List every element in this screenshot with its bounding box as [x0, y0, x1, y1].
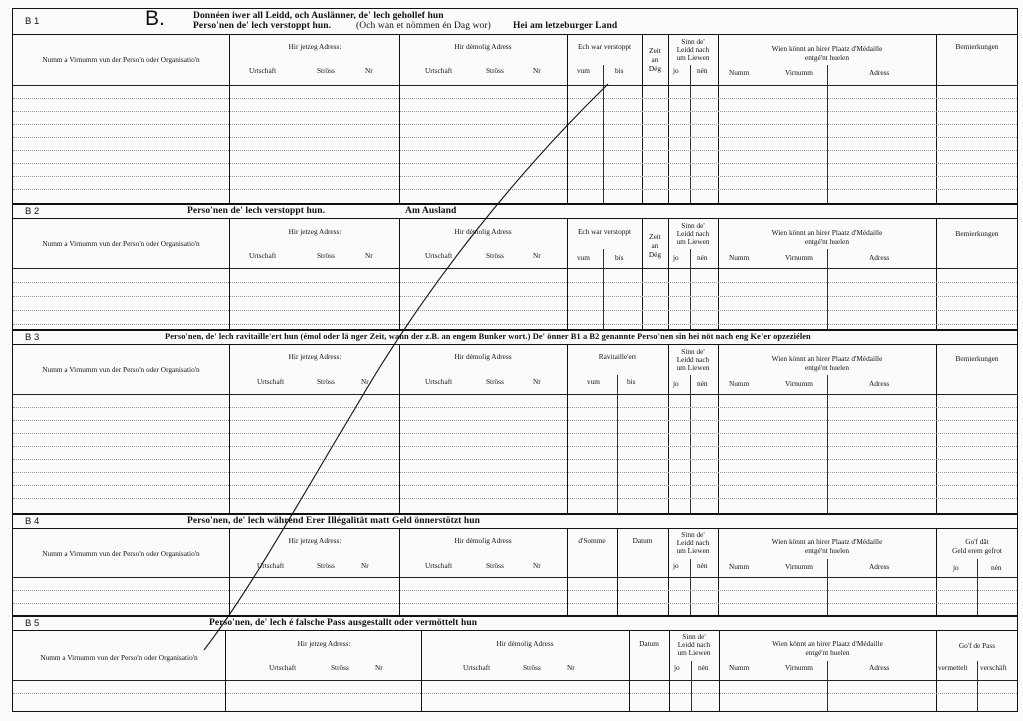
section-b1-title-note: (Och wan et nömmen én Dag wor) [356, 21, 491, 31]
b2-col-yes: jo [673, 253, 679, 262]
b1-col-mname: Numm [729, 68, 750, 77]
b2-col-from: vum [577, 253, 590, 262]
b2-col-name: Numm a Virnumm vun der Perso'n oder Organisatio'n [42, 239, 200, 248]
b1-col-mfirst: Virnumm [785, 68, 813, 77]
b1-col-alive-2: Leidd nach [676, 45, 710, 54]
b1-sub-nr: Nr [365, 66, 373, 75]
b5-sub-nr: Nr [375, 663, 383, 672]
b5-col-name: Numm a Virnumm vun der Perso'n oder Organisatio'n [40, 653, 198, 662]
b4-col-alive-2: Leidd nach [676, 538, 710, 547]
b5-sub-street: Ströss [331, 663, 349, 672]
b3-col-mname: Numm [729, 379, 750, 388]
section-b5-title: Perso'nen, de' lech é falsche Pass ausgestallt oder vermöttelt hun [209, 618, 478, 628]
b2-col-mname: Numm [729, 253, 750, 262]
b1-col-former: Hir démolig Adress [454, 42, 512, 51]
b3-sub-town: Urtschaft [257, 377, 285, 386]
b1-col-current: Hir jetzeg Adress: [288, 42, 342, 51]
b2-col-hidden: Ech war verstoppt [577, 227, 632, 236]
b1-col-time-3: Dég [648, 64, 662, 73]
b3-col-from: vum [587, 377, 600, 386]
b4-col-mfirst: Virnumm [785, 562, 813, 571]
b4-col-money-2: Geld erem gefrot [952, 546, 1002, 555]
b1-sub-town-2: Urtschaft [425, 66, 453, 75]
b1-sub-street: Ströss [317, 66, 335, 75]
b3-sub-nr-2: Nr [533, 377, 541, 386]
b5-sub-town: Urtschaft [269, 663, 297, 672]
b5-col-date: Datum [639, 639, 659, 648]
b4-col-yes: jo [673, 561, 679, 570]
b2-col-to: bis [615, 253, 624, 262]
b2-col-time-1: Zeit [649, 232, 661, 241]
b2-sub-street-2: Ströss [486, 251, 504, 260]
b5-sub-nr-2: Nr [567, 663, 575, 672]
b1-col-medal-1: Wien könnt an hirer Plaatz d'Médaille [771, 44, 883, 53]
b2-sub-town-2: Urtschaft [425, 251, 453, 260]
b5-col-pass: Go'f de Pass [958, 641, 996, 650]
b5-col-alive-1: Sinn de' [682, 632, 706, 641]
b4-col-no: nén [697, 561, 708, 570]
b3-col-remarks: Bemierkungen [955, 354, 999, 363]
b1-col-alive-1: Sinn de' [681, 37, 705, 46]
b4-col-date: Datum [632, 536, 653, 545]
b3-col-to: bis [627, 377, 636, 386]
b4-sub-street: Ströss [317, 561, 335, 570]
b5-col-issued: vermettelt [938, 663, 968, 672]
b2-col-remarks: Bemierkungen [955, 229, 999, 238]
b3-col-alive-2: Leidd nach [676, 355, 710, 364]
b1-col-no: nén [697, 66, 708, 75]
b2-col-no: nén [697, 253, 708, 262]
b1-col-time-2: an [651, 55, 659, 64]
b2-col-medal-1: Wien könnt an hirer Plaatz d'Médaille [771, 228, 883, 237]
b1-col-to: bis [615, 66, 624, 75]
b2-col-maddr: Adress [869, 253, 890, 262]
section-b1-id: B 1 [25, 16, 40, 27]
b4-col-alive-3: um Liewen [676, 546, 710, 555]
b2-col-alive-3: um Liewen [676, 237, 710, 246]
b3-sub-town-2: Urtschaft [425, 377, 453, 386]
b2-sub-nr-2: Nr [533, 251, 541, 260]
b2-sub-nr: Nr [365, 251, 373, 260]
b4-sub-nr: Nr [361, 561, 369, 570]
section-b4-title: Perso'nen, de' lech während Erer Illégalität matt Geld önnerstötzt hun [187, 516, 481, 526]
form-mark: B. [145, 7, 165, 30]
b3-sub-nr: Nr [361, 377, 369, 386]
b4-col-yes-2: jo [953, 563, 959, 572]
b5-col-former: Hir démolig Adress [496, 639, 554, 648]
b2-col-mfirst: Virnumm [785, 253, 813, 262]
b1-sub-street-2: Ströss [486, 66, 504, 75]
b2-sub-town: Urtschaft [249, 251, 277, 260]
b5-sub-street-2: Ströss [523, 663, 541, 672]
b5-col-maddr: Adress [869, 663, 890, 672]
b1-sub-town: Urtschaft [249, 66, 277, 75]
b3-col-former: Hir démolig Adress [454, 352, 512, 361]
b2-col-former: Hir démolig Adress [454, 227, 512, 236]
b5-col-medal-1: Wien könnt an hirer Plaatz d'Médaille [772, 639, 883, 648]
b3-col-supplied: Ravitaille'ert [598, 352, 637, 361]
b1-col-name: Numm a Virnumm vun der Perso'n oder Organisatio'n [42, 55, 200, 64]
b3-col-alive-1: Sinn de' [681, 347, 705, 356]
b5-col-medal-2: entgé'nt huelen [805, 648, 850, 657]
b1-col-medal-2: entgé'nt huelen [804, 53, 850, 62]
b4-sub-town: Urtschaft [257, 561, 285, 570]
b4-col-name: Numm a Virnumm vun der Perso'n oder Organisatio'n [42, 549, 200, 558]
b2-col-alive-2: Leidd nach [676, 229, 710, 238]
b4-col-mname: Numm [729, 562, 750, 571]
section-b1-title-1: Donnéen iwer all Leidd, och Auslänner, de' lech gehollef hun [193, 11, 444, 21]
b2-col-time-3: Dég [648, 250, 662, 259]
b4-col-money-1: Go'f dât [965, 537, 989, 546]
b3-col-mfirst: Virnumm [785, 379, 813, 388]
section-b2-title: Perso'nen de' lech verstoppt hun. [187, 206, 326, 216]
b2-sub-street: Ströss [317, 251, 335, 260]
section-b2-id: B 2 [25, 206, 40, 217]
b3-col-yes: jo [673, 379, 679, 388]
b5-col-alive-3: um Liewen [677, 648, 711, 657]
b5-col-mfirst: Virnumm [785, 663, 813, 672]
b3-col-medal-1: Wien könnt an hirer Plaatz d'Médaille [771, 354, 883, 363]
b3-col-no: nén [697, 379, 708, 388]
b5-col-yes: jo [674, 663, 680, 672]
b2-col-alive-1: Sinn de' [681, 221, 705, 230]
b5-col-no: nén [698, 663, 709, 672]
b3-col-current: Hir jetzeg Adress: [288, 352, 342, 361]
section-b4-id: B 4 [25, 516, 40, 527]
b1-col-hidden: Ech war verstoppt [577, 42, 632, 51]
b1-sub-nr-2: Nr [533, 66, 541, 75]
b4-col-medal-2: entgé'nt huelen [804, 546, 850, 555]
b4-sub-street-2: Ströss [486, 561, 504, 570]
b4-col-no-2: nén [991, 563, 1002, 572]
b5-sub-town-2: Urtschaft [463, 663, 491, 672]
b1-col-from: vum [577, 66, 590, 75]
b2-col-time-2: an [651, 241, 659, 250]
b3-col-alive-3: um Liewen [676, 363, 710, 372]
b4-col-maddr: Adress [869, 562, 890, 571]
b5-col-forged: verschäft [980, 663, 1007, 672]
b4-col-current: Hir jetzeg Adress: [288, 536, 342, 545]
b1-col-maddr: Adress [869, 68, 890, 77]
b4-col-medal-1: Wien könnt an hirer Plaatz d'Médaille [771, 537, 883, 546]
b4-sub-nr-2: Nr [533, 561, 541, 570]
b3-sub-street-2: Ströss [486, 377, 504, 386]
section-b3-id: B 3 [25, 332, 40, 343]
b2-col-current: Hir jetzeg Adress: [288, 227, 342, 236]
section-b3-title: Perso'nen, de' lech ravitaille'ert hun (émol oder lä nger Zeit, wann der z.B. an engem Bunker wort.) De' önner B1 a B2 genannte Perso'nen sin hei nöt nach eng Ke'er opzeziélen [165, 332, 811, 341]
b1-col-remarks: Bemierkungen [955, 42, 999, 51]
b3-sub-street: Ströss [317, 377, 335, 386]
b3-col-medal-2: entgé'nt huelen [804, 363, 850, 372]
b1-col-alive-3: um Liewen [676, 53, 710, 62]
b5-col-alive-2: Leidd nach [677, 640, 711, 649]
b4-col-alive-1: Sinn de' [681, 530, 705, 539]
b4-col-sum: d'Somme [578, 536, 606, 545]
b4-col-former: Hir démolig Adress [454, 536, 512, 545]
b1-col-yes: jo [673, 66, 679, 75]
b5-col-current: Hir jetzeg Adress: [297, 639, 351, 648]
b2-col-medal-2: entgé'nt huelen [804, 237, 850, 246]
section-b5-id: B 5 [25, 618, 40, 629]
b4-sub-town-2: Urtschaft [425, 561, 453, 570]
section-b1-title-place: Hei am letzeburger Land [513, 21, 618, 31]
b5-col-mname: Numm [729, 663, 750, 672]
b1-col-time-1: Zeit [649, 46, 661, 55]
b3-col-maddr: Adress [869, 379, 890, 388]
b3-col-name: Numm a Virnumm vun der Perso'n oder Organisatio'n [42, 365, 200, 374]
section-b2-title-place: Am Ausland [405, 206, 457, 216]
section-b1-title-2: Perso'nen de' lech verstoppt hun. [193, 21, 332, 31]
